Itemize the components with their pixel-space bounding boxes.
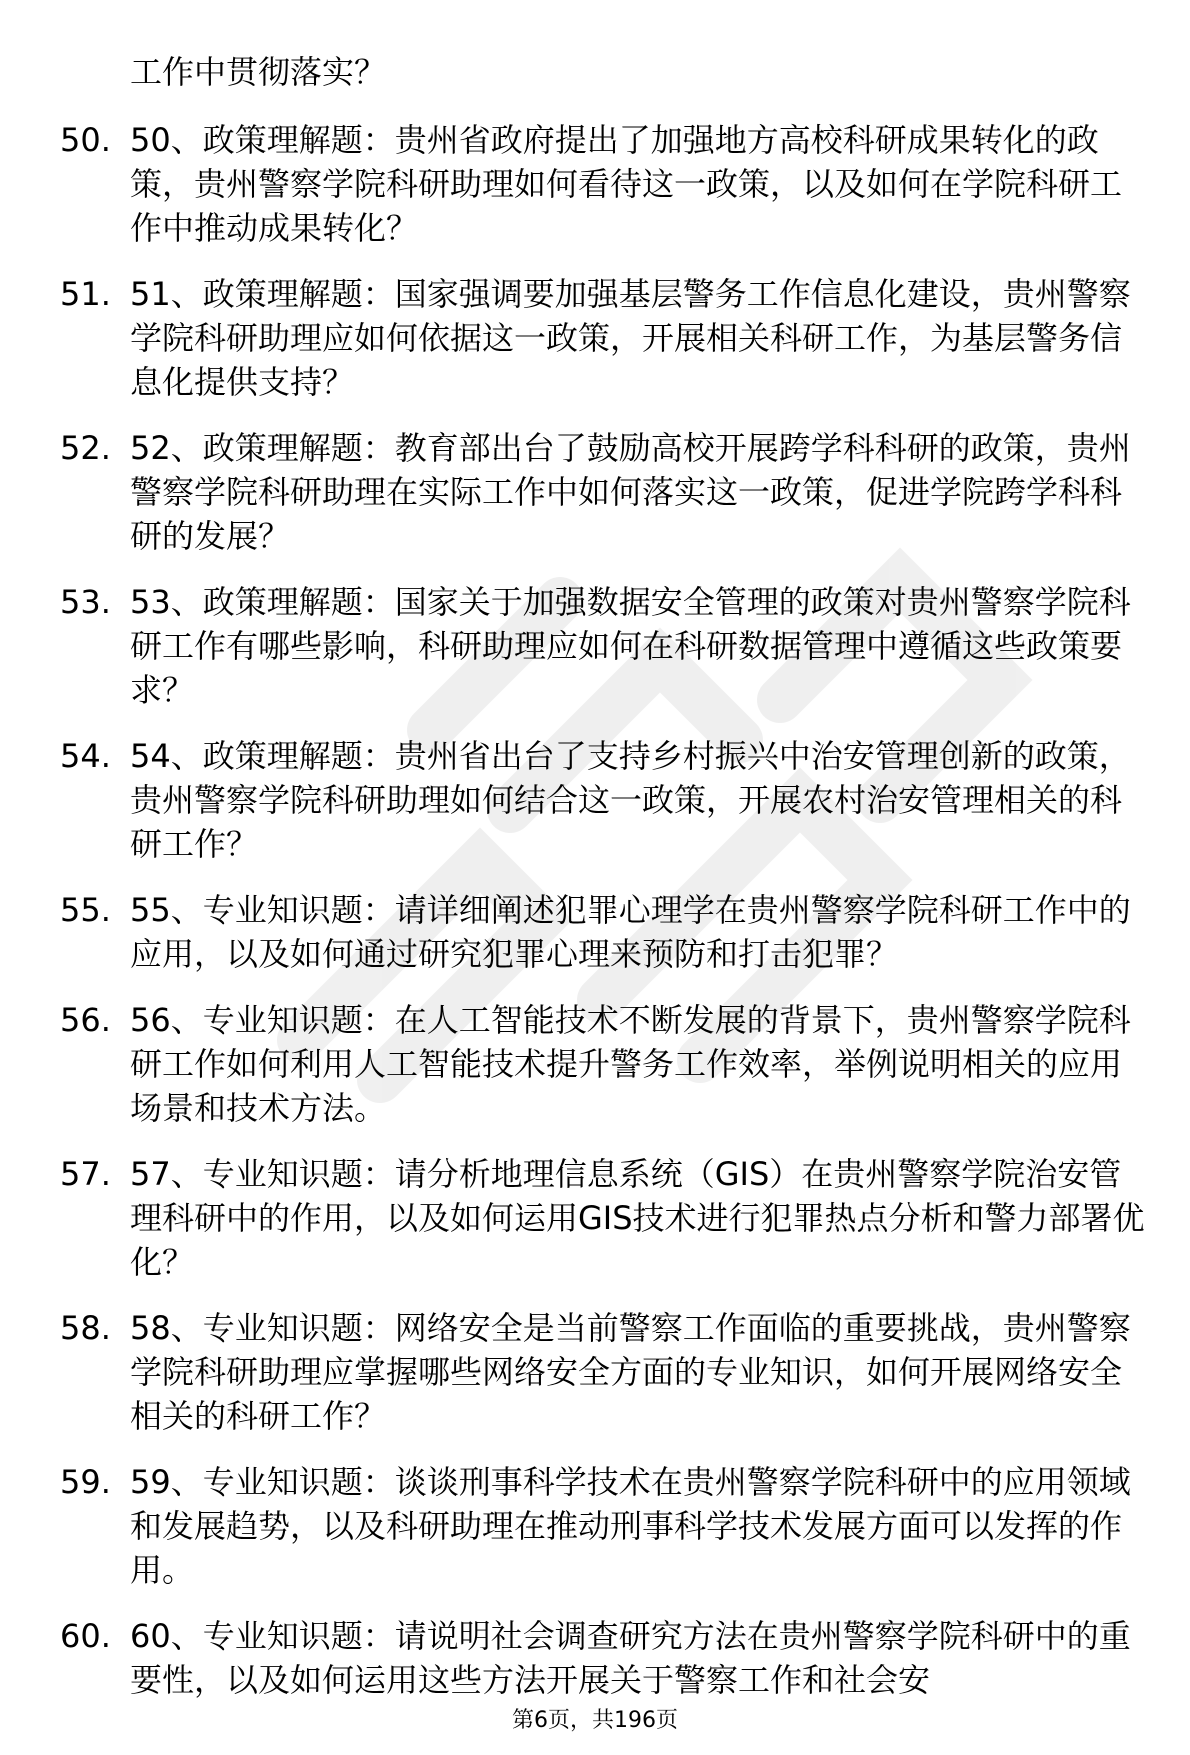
question-text: 60、专业知识题：请说明社会调查研究方法在贵州警察学院科研中的重要性，以及如何运用这些方法开展关于警察工作和社会安 xyxy=(130,1617,1131,1699)
question-item xyxy=(60,1460,1150,1592)
question-text: 55、专业知识题：请详细阐述犯罪心理学在贵州警察学院科研工作中的应用，以及如何通过研究犯罪心理来预防和打击犯罪？ xyxy=(130,891,1131,973)
question-number: 50. xyxy=(60,121,111,159)
question-item xyxy=(60,272,1150,404)
question-item xyxy=(60,580,1150,712)
question-text: 57、专业知识题：请分析地理信息系统（GIS）在贵州警察学院治安管理科研中的作用，以及如何运用GIS技术进行犯罪热点分析和警力部署优化？ xyxy=(130,1155,1145,1281)
question-item xyxy=(60,888,1150,976)
question-text: 56、专业知识题：在人工智能技术不断发展的背景下，贵州警察学院科研工作如何利用人工智能技术提升警务工作效率，举例说明相关的应用场景和技术方法。 xyxy=(130,1001,1131,1127)
question-item xyxy=(60,1152,1150,1284)
question-number: 59. xyxy=(60,1463,111,1501)
question-text: 50、政策理解题：贵州省政府提出了加强地方高校科研成果转化的政策，贵州警察学院科研助理如何看待这一政策，以及如何在学院科研工作中推动成果转化？ xyxy=(130,121,1123,247)
question-item xyxy=(60,118,1150,250)
question-number: 51. xyxy=(60,275,111,313)
question-item xyxy=(60,998,1150,1130)
question-text: 51、政策理解题：国家强调要加强基层警务工作信息化建设，贵州警察学院科研助理应如何依据这一政策，开展相关科研工作，为基层警务信息化提供支持？ xyxy=(130,275,1131,401)
question-number: 56. xyxy=(60,1001,111,1039)
question-number: 60. xyxy=(60,1617,111,1655)
question-number: 55. xyxy=(60,891,111,929)
question-number: 52. xyxy=(60,429,111,467)
question-list xyxy=(60,50,1150,1724)
question-text: 54、政策理解题：贵州省出台了支持乡村振兴中治安管理创新的政策，贵州警察学院科研助理如何结合这一政策，开展农村治安管理相关的科研工作？ xyxy=(130,737,1131,863)
question-number: 58. xyxy=(60,1309,111,1347)
page-footer: 第6页，共196页 xyxy=(512,1708,678,1733)
question-item xyxy=(60,1614,1150,1702)
question-text: 53、政策理解题：国家关于加强数据安全管理的政策对贵州警察学院科研工作有哪些影响，科研助理应如何在科研数据管理中遵循这些政策要求？ xyxy=(130,583,1131,709)
question-number: 57. xyxy=(60,1155,111,1193)
question-text: 52、政策理解题：教育部出台了鼓励高校开展跨学科科研的政策，贵州警察学院科研助理在实际工作中如何落实这一政策，促进学院跨学科科研的发展？ xyxy=(130,429,1131,555)
question-item xyxy=(60,734,1150,866)
question-text: 58、专业知识题：网络安全是当前警察工作面临的重要挑战，贵州警察学院科研助理应掌握哪些网络安全方面的专业知识，如何开展网络安全相关的科研工作？ xyxy=(130,1309,1131,1435)
question-item xyxy=(60,426,1150,558)
question-item xyxy=(60,1306,1150,1438)
question-text: 59、专业知识题：谈谈刑事科学技术在贵州警察学院科研中的应用领域和发展趋势，以及科研助理在推动刑事科学技术发展方面可以发挥的作用。 xyxy=(130,1463,1131,1589)
question-number: 54. xyxy=(60,737,111,775)
continuation-text: 工作中贯彻落实？ xyxy=(130,53,387,91)
question-number: 53. xyxy=(60,583,111,621)
